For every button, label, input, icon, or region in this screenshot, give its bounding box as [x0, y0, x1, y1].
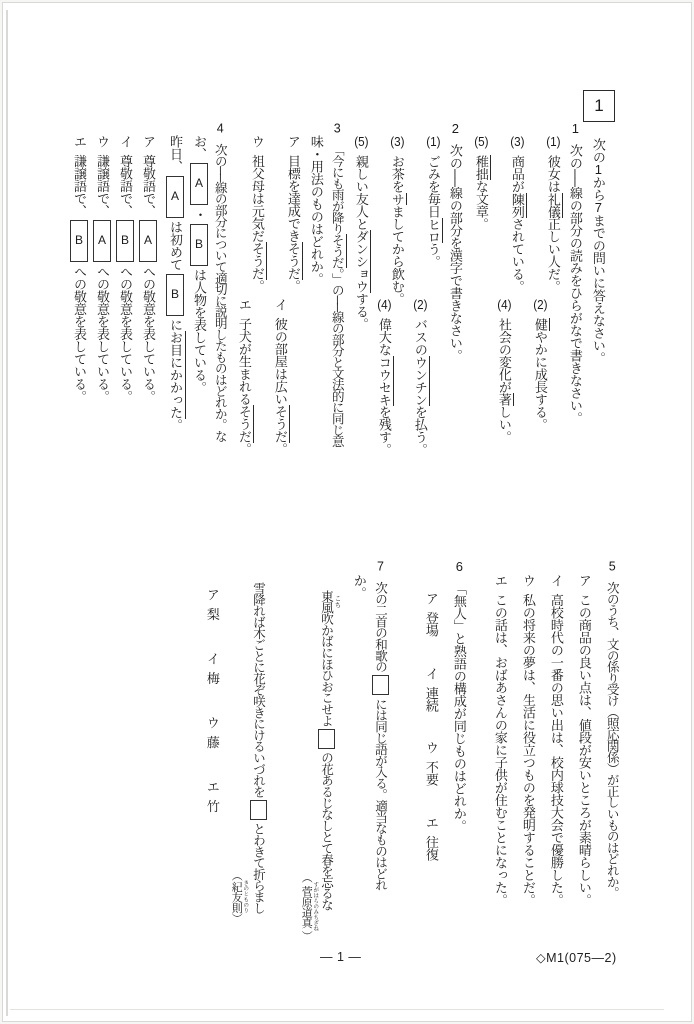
option-label: ウ [249, 135, 265, 148]
question-4-header-line2 [190, 135, 208, 394]
question-3-header-line2 [307, 135, 324, 285]
item-text: ごみを毎日 [425, 155, 441, 218]
paren: （ [230, 870, 243, 881]
option-label: ア [423, 592, 439, 605]
answer-box-a [139, 220, 157, 262]
q7-waka-2-author [229, 870, 248, 924]
option-label: イ [272, 298, 288, 311]
option-text: への敬意を表している。 [95, 265, 110, 403]
author-ruby [230, 880, 249, 914]
underlined-text: 稚拙 [474, 155, 492, 180]
author-reading: きのとものり [242, 880, 249, 914]
q5-option-a [575, 574, 592, 906]
question-text: 「無人」と熟語の構成が同じものはどれか。 [451, 582, 467, 832]
option-text: への敬意を表している。 [72, 265, 87, 403]
item-text: 親しい友人と [353, 155, 369, 230]
q4-option-e [70, 135, 88, 403]
option-text: 。 [236, 442, 252, 455]
option-label: ウ [204, 716, 220, 729]
q4-option-u [93, 135, 111, 403]
question-text: 。」の──線の部分と文法的に同じ意 [330, 267, 345, 447]
q7-option-e [205, 780, 220, 812]
option-label: ア [285, 135, 301, 148]
preamble-text: から [590, 176, 606, 201]
item-label: (3) [510, 135, 525, 148]
underlined-text: 健 [533, 318, 551, 331]
question-number: 3 [333, 122, 341, 135]
paren: ） [300, 930, 313, 941]
option-text: 往復 [423, 835, 439, 860]
option-text: 竹 [204, 799, 220, 812]
question-text: は人物を表している。 [192, 268, 207, 394]
option-label: ウ [423, 741, 439, 754]
underlined-text: サ [390, 193, 408, 206]
waka-text: とわきて折らまし [251, 822, 266, 914]
question-text: 次の──線の部分について適切に説明したものはどれか。な [213, 143, 228, 442]
q3-option-i [271, 298, 288, 455]
question-text: お、 [192, 135, 207, 160]
q2-item-4 [375, 298, 392, 456]
option-text: 謙譲語で、 [95, 154, 110, 217]
document-code: ◇M1(075―2) [536, 951, 617, 965]
option-label: イ [118, 135, 133, 148]
sentence-text: に [168, 318, 183, 331]
scan-edge-artifact [10, 1009, 664, 1010]
answer-box-b [190, 224, 208, 266]
option-text: への敬意を表している。 [118, 265, 133, 403]
question-text: 次の二首の和歌の [373, 581, 388, 672]
item-text: う。 [425, 242, 441, 268]
underlined-text: そうだ [237, 405, 255, 443]
item-label: (4) [497, 298, 512, 311]
q1-item-1 [544, 135, 561, 293]
question-2-header [446, 122, 463, 361]
box-letter: A [97, 233, 106, 248]
item-text: やかに成長する。 [532, 330, 548, 431]
underlined-text: お目にかかった [168, 331, 186, 419]
option-label: ウ [95, 135, 110, 148]
option-text: 祖父母は元気だ [249, 154, 265, 242]
underlined-text: そうだ [330, 234, 347, 268]
option-text: 登場 [423, 611, 439, 637]
option-text: 高校時代の一番の思い出は、校内球技大会で優勝した。 [548, 593, 564, 906]
option-text: この話は、おばあさんの家に子供が住むことになった。 [492, 593, 508, 906]
blank-word-box [372, 675, 389, 695]
question-text: 「今にも雨が降り [330, 143, 345, 234]
option-label: ア [576, 574, 592, 587]
q7-option-u [205, 716, 220, 748]
sentence-text: 。 [168, 418, 183, 431]
q2-item-1 [424, 135, 441, 268]
box-letter: A [194, 176, 203, 191]
question-number: 4 [216, 122, 224, 135]
item-text: を払う。 [412, 405, 428, 456]
underlined-text: ウンチン [413, 356, 431, 406]
preamble-number: 1 [594, 163, 602, 176]
author-name: 紀友則 [230, 880, 243, 914]
option-label: エ [236, 298, 252, 311]
item-label: (2) [413, 298, 428, 311]
q2-item-3 [388, 135, 405, 305]
option-label: ウ [520, 574, 536, 587]
question-text: には同じ語が入る。適当なものはどれ [373, 697, 388, 891]
option-text: 子犬が生まれる [236, 317, 252, 405]
item-label: (2) [533, 298, 548, 311]
q3-option-a [284, 135, 301, 292]
item-text: 商品が [509, 155, 525, 193]
item-text: 社会の変化が [496, 318, 512, 393]
item-text: する。 [353, 292, 369, 330]
answer-box-a [190, 163, 208, 205]
item-text: されている。 [509, 217, 525, 293]
q7-waka-2 [250, 582, 267, 913]
q4-option-i [116, 135, 134, 403]
question-3-header-line1 [329, 122, 345, 446]
question-number: 2 [451, 122, 459, 135]
question-number: 1 [571, 122, 579, 135]
item-text: 偉大な [376, 318, 392, 356]
blank-word-box [318, 729, 335, 749]
item-label: (4) [377, 298, 392, 311]
underlined-text: 陳列 [510, 193, 528, 218]
preamble-text: 次の [590, 138, 606, 163]
option-text: 目標を達成でき [285, 154, 301, 242]
underlined-text: コウセキ [377, 356, 395, 406]
q5-option-e [491, 574, 508, 906]
item-text: ましてから飲む。 [389, 205, 405, 305]
option-label: イ [204, 652, 220, 665]
q3-option-u [248, 135, 265, 292]
page-number: ― 1 ― [320, 950, 362, 964]
answer-box-b [70, 220, 88, 262]
option-text: 梅 [204, 671, 220, 684]
q6-option-u [424, 741, 439, 786]
section-preamble [589, 138, 606, 364]
box-letter: B [194, 236, 203, 251]
option-label: ア [141, 135, 156, 148]
question-text: 次のうち、文の係り受け（照応関係）が正しいものはどれか。 [605, 581, 620, 898]
q2-item-5 [352, 135, 369, 330]
question-text: 味・用法のものはどれか。 [308, 135, 324, 285]
option-label: エ [72, 135, 87, 148]
author-ruby [300, 881, 319, 932]
sentence-text: 昨日、 [168, 135, 183, 173]
item-text: 彼女は [545, 155, 561, 193]
question-5-header [604, 560, 620, 898]
box-letter: A [143, 233, 152, 248]
option-label: ア [204, 588, 220, 601]
q2-item-2 [411, 298, 428, 456]
option-text: への敬意を表している。 [141, 265, 156, 403]
option-label: エ [492, 574, 508, 587]
q7-waka-1-author [299, 872, 318, 941]
option-text: 梨 [204, 607, 220, 620]
q7-option-i [205, 652, 220, 684]
question-text: 次の──線の部分の読みをひらがなで書きなさい。 [567, 144, 583, 424]
item-label: (5) [474, 135, 489, 148]
item-text: を残す。 [376, 405, 392, 456]
option-text: この商品の良い点は、値段が安いところが素晴らしい。 [576, 593, 592, 906]
blank-word-box [250, 800, 267, 820]
item-text: お茶を [389, 155, 405, 193]
author-name: 菅原道真 [300, 881, 313, 932]
q6-options [422, 592, 439, 860]
option-label: エ [204, 780, 220, 793]
q3-option-e [235, 298, 252, 455]
option-text: 尊敬語で、 [141, 154, 156, 217]
q5-option-u [519, 574, 536, 906]
ruby-base: 東風 [319, 590, 334, 613]
author-reading: すがはらのみちざね [312, 881, 319, 932]
q1-item-5 [472, 135, 489, 230]
q5-option-i [547, 574, 564, 906]
question-6-header [450, 560, 467, 832]
item-label: (1) [546, 135, 561, 148]
question-4-header-line1 [212, 122, 228, 441]
option-text: 藤 [204, 735, 220, 748]
question-7-header-line2 [350, 574, 367, 599]
q1-item-3 [508, 135, 525, 293]
paren: （ [300, 872, 313, 883]
q4-example-sentence [166, 135, 184, 431]
q6-option-e [424, 816, 439, 861]
option-text: 。 [272, 442, 288, 455]
option-label: エ [423, 815, 439, 828]
q1-item-2 [531, 298, 548, 431]
option-label: イ [548, 574, 564, 587]
question-number: 6 [455, 560, 463, 573]
section-number-box [583, 90, 615, 122]
option-text: 私の将来の夢は、生活に役立つものを発明することだ。 [520, 593, 536, 906]
option-label: イ [423, 666, 439, 679]
sentence-text: は初めて [168, 220, 183, 271]
ruby-word [319, 590, 341, 613]
underlined-text: 礼儀 [546, 193, 564, 218]
underlined-text: ヒロ [426, 218, 444, 243]
question-text: ・ [192, 208, 207, 221]
waka-text: 雪降れば木ごとに花ぞ咲きにけるいづれを [251, 582, 266, 797]
preamble-number: 7 [594, 201, 602, 214]
box-letter: B [120, 233, 129, 248]
question-1-header [566, 122, 583, 424]
option-text: 。 [249, 279, 265, 292]
scan-edge-artifact [6, 10, 8, 1016]
item-label: (5) [354, 135, 369, 148]
item-label: (1) [426, 135, 441, 148]
option-text: 不要 [423, 760, 439, 786]
question-number: 7 [377, 560, 384, 573]
section-number: 1 [594, 96, 604, 115]
box-letter: B [170, 286, 179, 301]
answer-box-a [93, 220, 111, 262]
item-text: な文章。 [473, 180, 489, 230]
q4-option-a [139, 135, 157, 403]
q1-item-4 [495, 298, 512, 443]
box-letter: B [74, 233, 83, 248]
q7-option-a [205, 588, 220, 620]
q7-options [203, 588, 220, 812]
question-text: 次の──線の部分を漢字で書きなさい。 [447, 144, 463, 362]
option-text: 謙譲語で、 [72, 154, 87, 217]
question-7-header-line1 [372, 560, 389, 890]
q7-waka-1 [318, 590, 341, 910]
underlined-text: 著 [497, 393, 515, 406]
item-text: しい。 [496, 405, 512, 443]
answer-box-b [166, 274, 184, 316]
item-text: バスの [412, 318, 428, 356]
underlined-text: そうだ [250, 242, 268, 280]
answer-box-b [116, 220, 134, 262]
waka-text: 吹かばにほひおこせよ [319, 612, 334, 726]
box-letter: A [170, 188, 179, 203]
underlined-text: そうだ [273, 405, 291, 443]
option-text: 彼の部屋は広い [272, 317, 288, 405]
option-text: 。 [285, 279, 301, 292]
option-text: 尊敬語で、 [118, 154, 133, 217]
waka-text: の花あるじなしとて春を忘るな [319, 751, 334, 910]
option-text: 連続 [423, 686, 439, 711]
ruby-reading: こち [333, 590, 341, 613]
item-text: 正しい人だ。 [545, 217, 561, 293]
item-label: (3) [390, 135, 405, 148]
paren: ） [230, 913, 243, 924]
q6-option-a [424, 592, 439, 637]
question-number: 5 [608, 560, 616, 573]
question-text: か。 [351, 574, 367, 599]
q6-option-i [424, 667, 439, 712]
preamble-text: までの問いに答えなさい。 [590, 214, 606, 364]
answer-box-a [166, 176, 184, 218]
underlined-text: ダンショウ [354, 230, 372, 293]
underlined-text: そうだ [286, 242, 304, 280]
